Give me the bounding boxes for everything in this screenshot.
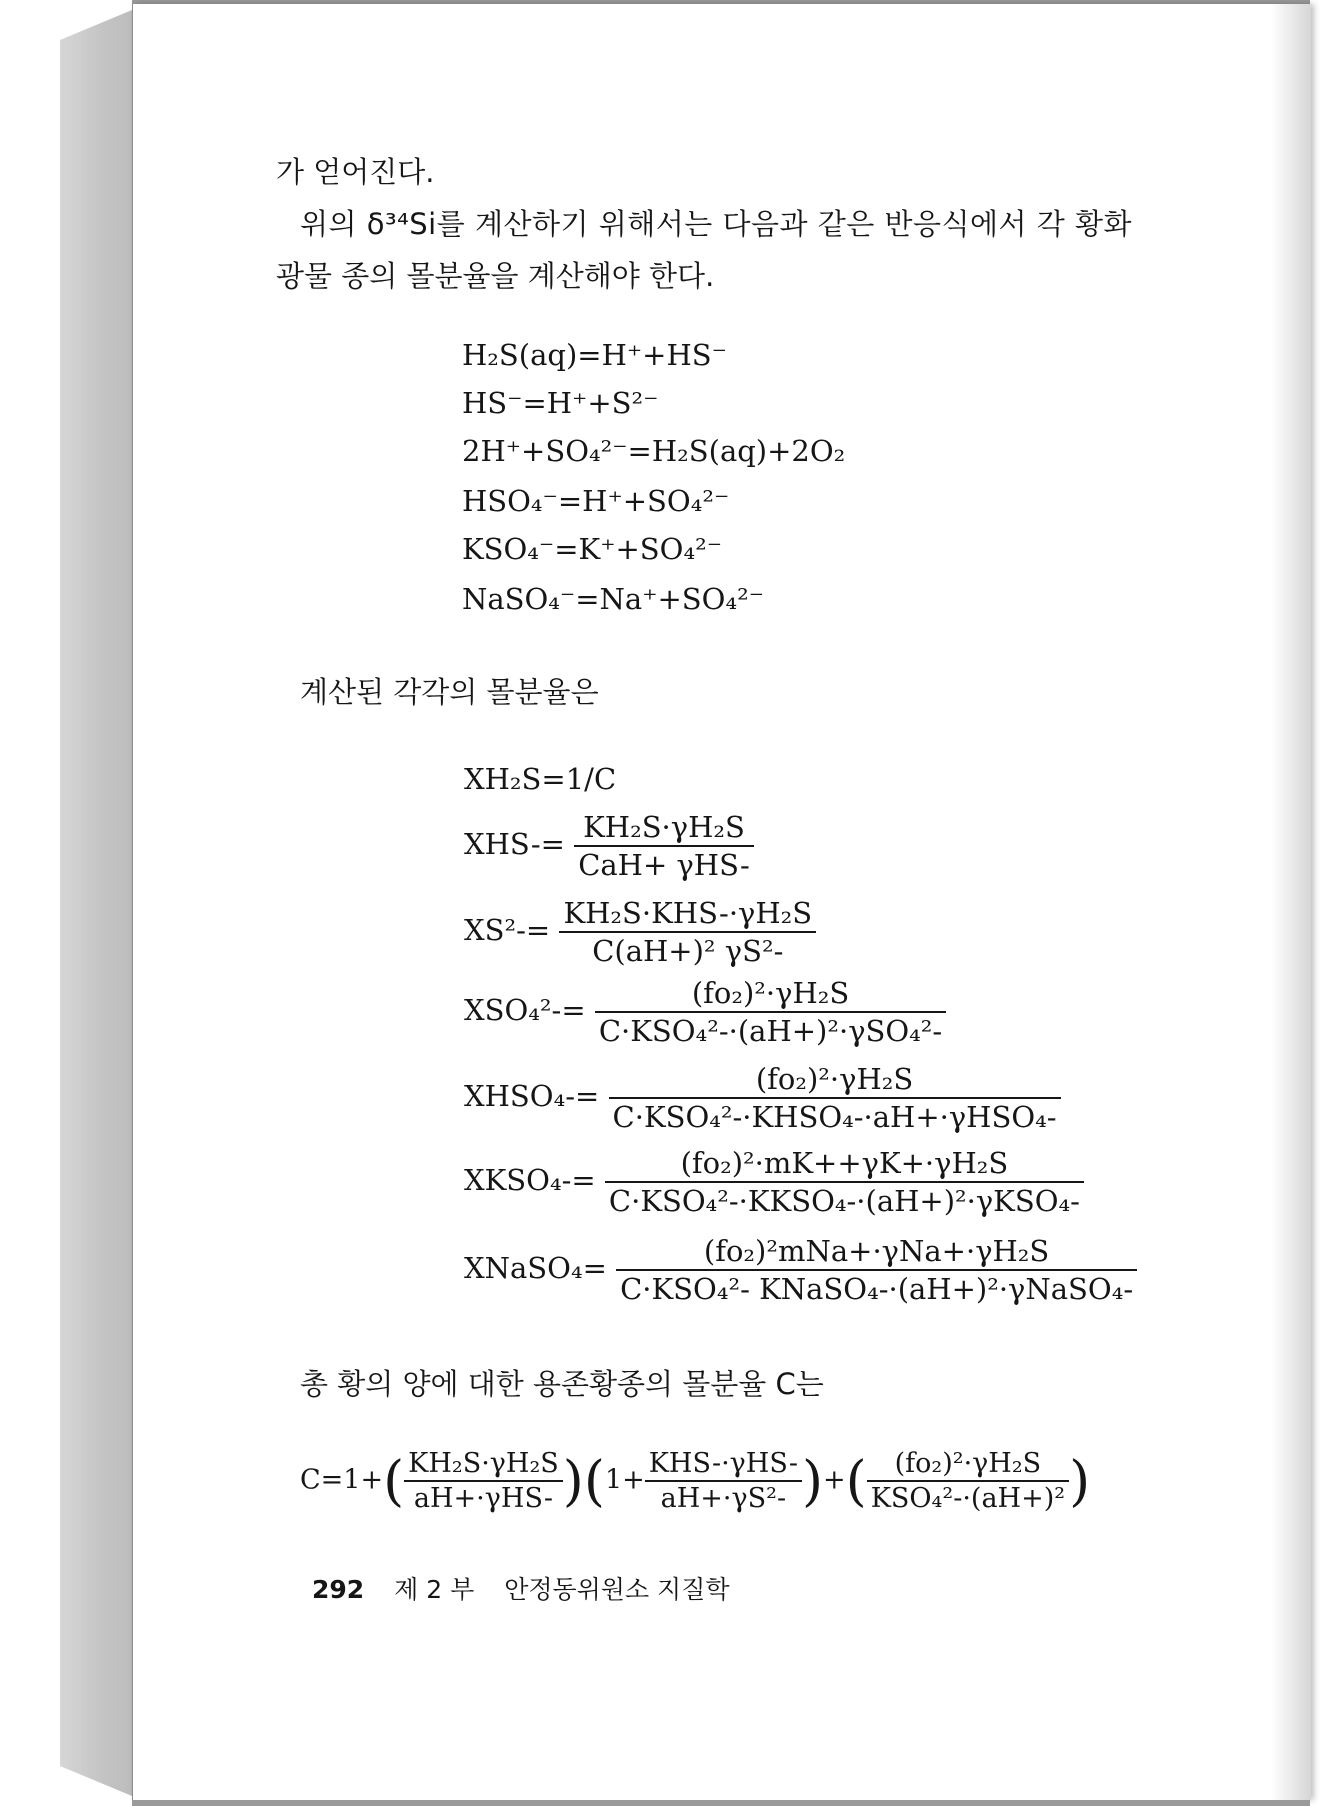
denominator: CaH+ γHS- [578,848,750,882]
fraction [616,1234,1137,1306]
denominator: C·KSO₄²-·KHSO₄-·aH+·γHSO₄- [612,1100,1057,1134]
denominator: KSO₄²-·(aH+)² [870,1483,1066,1514]
numerator: KH₂S·γH₂S [574,810,754,847]
eq-lhs: XSO₄²-= [464,993,586,1027]
denominator: C·KSO₄²-·KKSO₄-·(aH+)²·γKSO₄- [608,1184,1080,1218]
footer-title: 안정동위원소 지질학 [504,1575,730,1604]
eq-lhs: C=1+ [300,1464,384,1496]
eq-plus: + [823,1464,846,1496]
numerator: (fo₂)²·mK++γK+·γH₂S [605,1146,1084,1183]
eq-term: 1+ [604,1464,645,1496]
intro-line-3: 광물 종의 몰분율을 계산해야 한다. [276,259,715,293]
numerator: KH₂S·γH₂S [404,1448,563,1482]
denominator: C·KSO₄²- KNaSO₄-·(aH+)²·γNaSO₄- [620,1272,1134,1306]
reaction-1: H₂S(aq)=H⁺+HS⁻ [462,338,727,372]
fraction [574,810,754,882]
eq-x-naso4 [464,1234,1137,1306]
footer-part: 제 2 부 [394,1575,475,1604]
eq-x-s2 [464,896,816,968]
page-footer [312,1570,730,1606]
fraction [609,1062,1061,1134]
denominator: C(aH+)² γS²- [592,934,784,968]
eq-x-h2s: XH₂S=1/C [464,762,617,796]
numerator: KHS-·γHS- [645,1448,802,1482]
fraction [595,976,946,1048]
eq-lhs: XS²-= [464,913,551,947]
eq-lhs: XHS-= [464,827,565,861]
denominator: aH+·γHS- [413,1483,554,1514]
book-spine [60,10,132,1796]
c-heading: 총 황의 양에 대한 용존황종의 몰분율 C는 [300,1367,824,1401]
numerator: KH₂S·KHS-·γH₂S [559,896,816,933]
intro-line-1: 가 얻어진다. [276,155,435,189]
numerator: (fo₂)²·γH₂S [595,976,946,1013]
eq-c: C=1+( $\frac{\text{KH₂S·γH₂S}}{\text{aH+·γHS-}}$ )(1+ $\frac{\text{KHS-·γHS-}}{\text{aH+·γS²-}}$ )+( $\frac{\text{(fo₂)²·γH₂S}}{\text{KSO₄²-·(aH+)²}}$ ) [300,1448,1091,1514]
page-edge-shadow [1271,4,1311,1800]
fraction-2 [645,1448,802,1514]
eq-lhs: XHSO₄-= [464,1079,600,1113]
intro-line-2: 위의 δ³⁴Si를 계산하기 위해서는 다음과 같은 반응식에서 각 황화 [300,207,1133,241]
eq-lhs: XKSO₄-= [464,1163,596,1197]
fraction-1 [404,1448,563,1514]
eq-x-hso4 [464,1062,1061,1134]
denominator: aH+·γS²- [660,1483,787,1514]
eq-x-so4 [464,976,946,1048]
mole-fraction-heading: 계산된 각각의 몰분율은 [300,675,599,709]
page-number: 292 [312,1575,365,1604]
page-edge-bottom [132,1800,1310,1806]
numerator: (fo₂)²·γH₂S [867,1448,1069,1482]
denominator: C·KSO₄²-·(aH+)²·γSO₄²- [598,1014,943,1048]
reaction-4: HSO₄⁻=H⁺+SO₄²⁻ [462,484,730,518]
eq-lhs: XNaSO₄= [464,1251,607,1285]
reaction-3: 2H⁺+SO₄²⁻=H₂S(aq)+2O₂ [462,434,846,468]
reaction-5: KSO₄⁻=K⁺+SO₄²⁻ [462,532,723,566]
fraction [605,1146,1084,1218]
numerator: (fo₂)²mNa+·γNa+·γH₂S [616,1234,1137,1271]
fraction [559,896,816,968]
reaction-2: HS⁻=H⁺+S²⁻ [462,386,659,420]
reaction-6: NaSO₄⁻=Na⁺+SO₄²⁻ [462,582,765,616]
fraction-3 [867,1448,1069,1514]
numerator: (fo₂)²·γH₂S [609,1062,1061,1099]
eq-x-kso4 [464,1146,1084,1218]
eq-x-hs [464,810,754,882]
